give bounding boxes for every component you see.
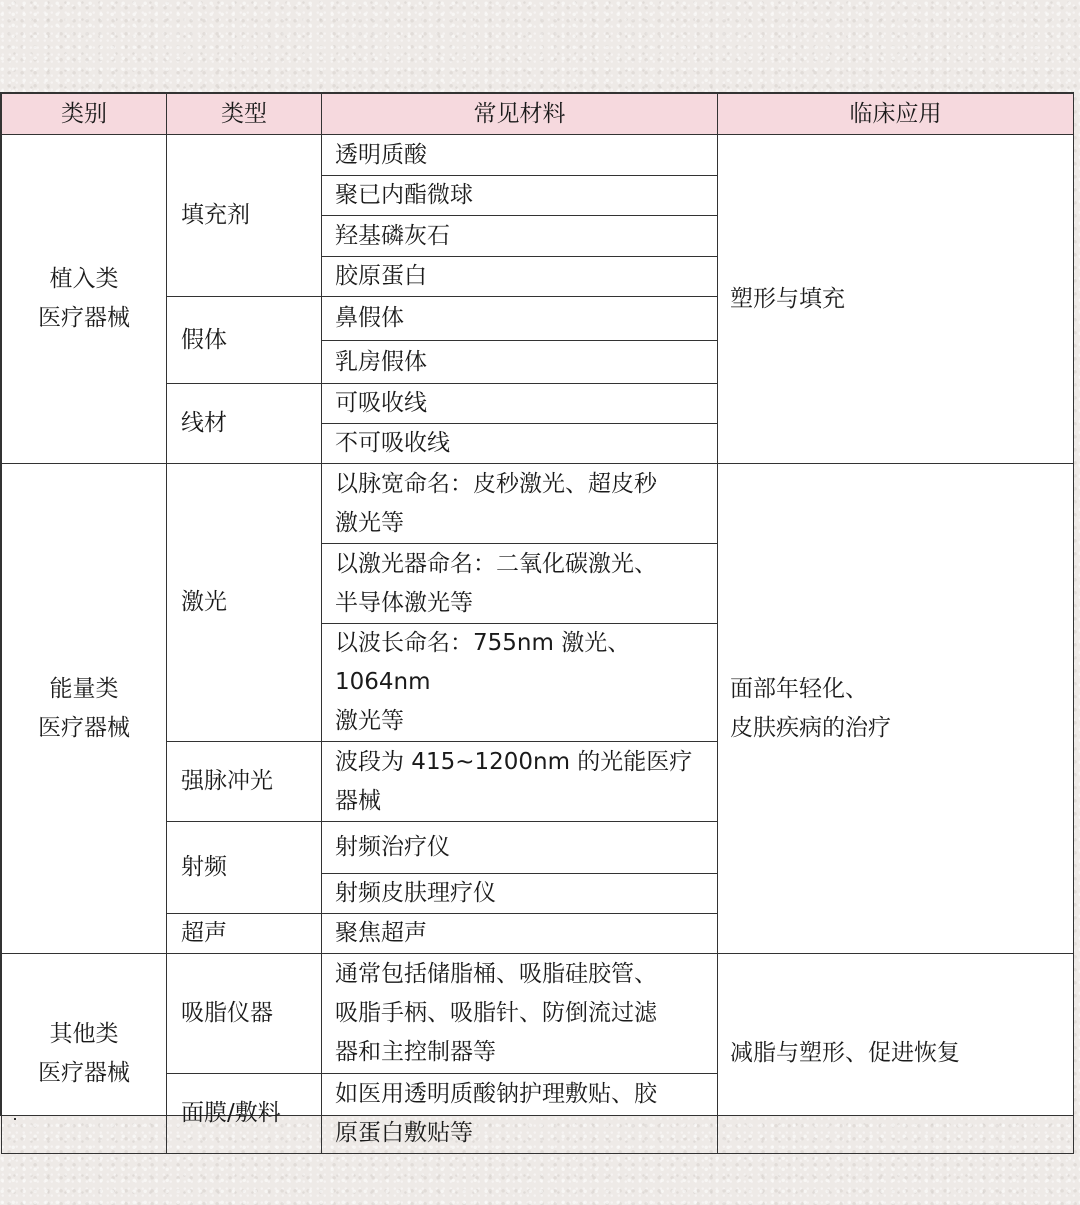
material-cell: 胶原蛋白 — [322, 257, 718, 297]
type-ipl: 强脉冲光 — [167, 742, 322, 822]
stray-dot — [14, 1118, 16, 1120]
material-cell: 可吸收线 — [322, 384, 718, 424]
material-cell: 鼻假体 — [322, 297, 718, 341]
type-rf: 射频 — [167, 822, 322, 914]
material-cell: 射频皮肤理疗仪 — [322, 874, 718, 914]
type-ultrasound: 超声 — [167, 914, 322, 954]
material-cell: 透明质酸 — [322, 135, 718, 176]
material-cell: 波段为 415~1200nm 的光能医疗 器械 — [322, 742, 718, 822]
type-lipo: 吸脂仪器 — [167, 954, 322, 1074]
material-cell: 聚焦超声 — [322, 914, 718, 954]
material-cell: 如医用透明质酸钠护理敷贴、胶 原蛋白敷贴等 — [322, 1074, 718, 1154]
header-application: 临床应用 — [718, 94, 1074, 135]
header-type: 类型 — [167, 94, 322, 135]
material-cell: 以脉宽命名：皮秒激光、超皮秒 激光等 — [322, 464, 718, 544]
type-prosthesis: 假体 — [167, 297, 322, 384]
application-energy: 面部年轻化、 皮肤疾病的治疗 — [718, 464, 1074, 954]
material-cell: 通常包括储脂桶、吸脂硅胶管、 吸脂手柄、吸脂针、防倒流过滤 器和主控制器等 — [322, 954, 718, 1074]
material-cell: 乳房假体 — [322, 341, 718, 384]
header-materials: 常见材料 — [322, 94, 718, 135]
material-cell: 以激光器命名：二氧化碳激光、 半导体激光等 — [322, 544, 718, 624]
type-thread: 线材 — [167, 384, 322, 464]
category-energy: 能量类 医疗器械 — [2, 464, 167, 954]
table-header-row — [2, 94, 1074, 135]
header-category: 类别 — [2, 94, 167, 135]
table-row — [2, 954, 1074, 1074]
application-other: 减脂与塑形、促进恢复 — [718, 954, 1074, 1154]
material-cell: 射频治疗仪 — [322, 822, 718, 874]
device-table-sheet — [0, 92, 1074, 1146]
material-cell: 聚已内酯微球 — [322, 176, 718, 216]
material-cell: 不可吸收线 — [322, 424, 718, 464]
category-other: 其他类 医疗器械 — [2, 954, 167, 1154]
material-cell: 羟基磷灰石 — [322, 216, 718, 257]
type-filler: 填充剂 — [167, 135, 322, 297]
table-row — [2, 464, 1074, 544]
type-mask: 面膜/敷料 — [167, 1074, 322, 1154]
application-implant: 塑形与填充 — [718, 135, 1074, 464]
table-row — [2, 135, 1074, 176]
device-table — [1, 93, 1074, 1154]
type-laser: 激光 — [167, 464, 322, 742]
category-implant: 植入类 医疗器械 — [2, 135, 167, 464]
material-cell: 以波长命名：755nm 激光、1064nm 激光等 — [322, 624, 718, 742]
